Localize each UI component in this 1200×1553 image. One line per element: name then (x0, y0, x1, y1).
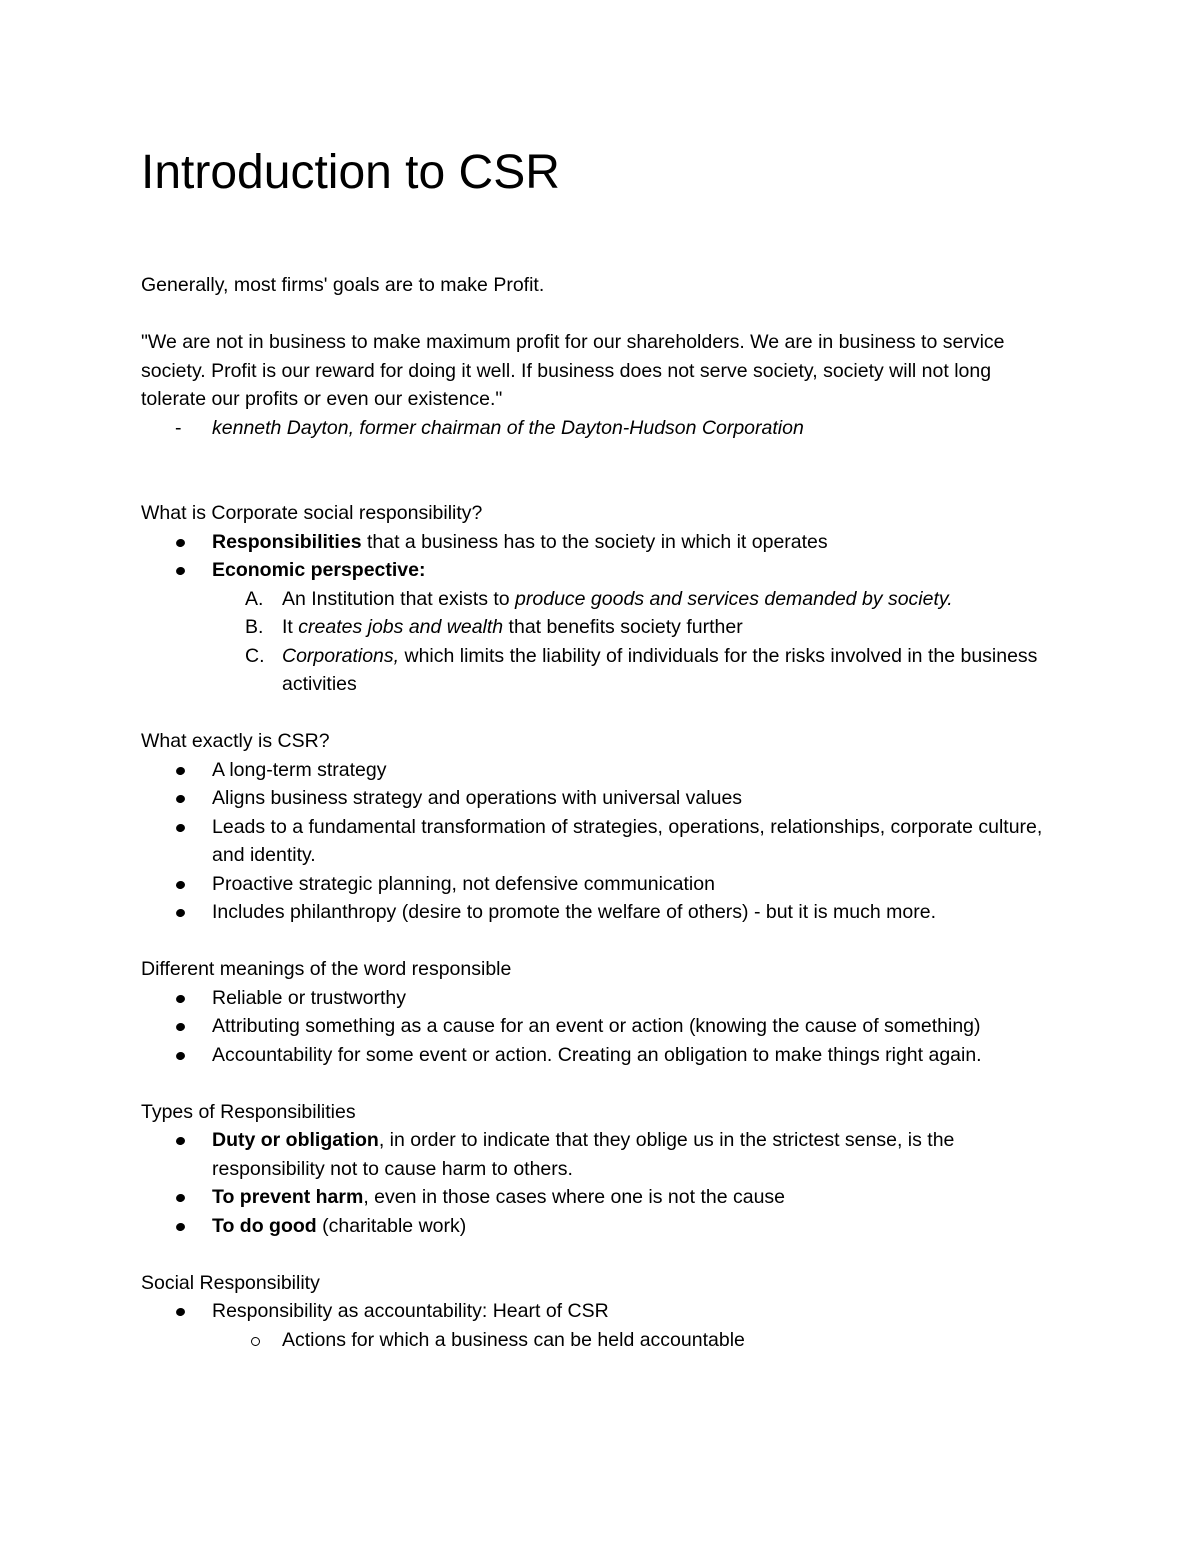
bullet-icon (175, 1022, 186, 1032)
section-heading-social: Social Responsibility (141, 1271, 320, 1294)
bullet-icon (175, 794, 186, 804)
social-list (141, 1297, 1061, 1326)
item-text: Attributing something as a cause for an event or action (knowing the cause of something) (212, 1015, 981, 1037)
list-item (141, 1126, 1061, 1183)
attribution-text: kenneth Dayton, former chairman of the Dayton-Hudson Corporation (212, 416, 804, 439)
what-exactly-list (141, 756, 1061, 927)
bold-term: Economic perspective: (212, 559, 426, 581)
quote-paragraph: "We are not in business to make maximum profit for our shareholders. We are in business to service society. Profit is our reward for doing it well. If business does not serve society, society will not long tolerate our profits or even our existence." (141, 331, 1005, 410)
item-text: Actions for which a business can be held accountable (282, 1328, 745, 1351)
bold-term: To prevent harm (212, 1186, 364, 1208)
bullet-icon (175, 1221, 186, 1231)
bold-term: To do good (212, 1214, 317, 1237)
bullet-icon (175, 1307, 186, 1317)
item-text: An Institution that exists to (282, 587, 516, 610)
emphasis-text: produce goods and services demanded by society. (515, 587, 953, 610)
hollow-bullet-icon (251, 1337, 260, 1346)
list-item (141, 756, 1061, 785)
sub-list-item (141, 585, 1061, 614)
bullet-icon (175, 1050, 186, 1060)
list-item (141, 1212, 1061, 1241)
bullet-icon (175, 1136, 186, 1146)
bullet-icon (175, 566, 186, 576)
alpha-marker: A. (245, 587, 264, 610)
social-sub-list (141, 1326, 1061, 1355)
section-heading-what-exactly: What exactly is CSR? (141, 730, 330, 752)
bullet-icon (175, 908, 186, 918)
what-is-list (141, 528, 1061, 585)
sub-list-item (141, 642, 1061, 699)
list-item (141, 898, 1061, 927)
document-body (141, 271, 1061, 1354)
economic-sub-list (141, 585, 1061, 699)
bold-term: Responsibilities (212, 530, 362, 553)
section-heading-what-is: What is Corporate social responsibility? (141, 502, 483, 524)
list-item (141, 556, 1061, 585)
item-text: Reliable or trustworthy (212, 986, 406, 1009)
meanings-list (141, 984, 1061, 1070)
list-item (141, 528, 1061, 557)
item-text: It (282, 616, 299, 638)
sub-list-item (141, 613, 1061, 642)
alpha-marker: B. (245, 616, 264, 638)
bullet-icon (175, 822, 186, 832)
bullet-icon (175, 993, 186, 1003)
item-text: Accountability for some event or action. Creating an obligation to make things right again. (212, 1043, 982, 1066)
item-text: that benefits society further (503, 616, 743, 638)
types-list (141, 1126, 1061, 1240)
item-text: Aligns business strategy and operations with universal values (212, 787, 743, 809)
emphasis-text: creates jobs and wealth (298, 616, 504, 638)
item-text: Includes philanthropy (desire to promote the welfare of others) - but it is much more. (212, 901, 937, 923)
list-item (141, 1183, 1061, 1212)
sub-list-item (141, 1326, 1061, 1355)
list-item (141, 1041, 1061, 1070)
item-text: Proactive strategic planning, not defensive communication (212, 872, 715, 895)
intro-paragraph: Generally, most firms' goals are to make Profit. (141, 274, 545, 296)
item-text: , even in those cases where one is not the cause (363, 1186, 786, 1208)
quote-attribution (141, 414, 1061, 443)
dash-marker: - (175, 416, 182, 439)
document-title: Introduction to CSR (141, 146, 560, 199)
list-item (141, 813, 1061, 870)
section-heading-types: Types of Responsibilities (141, 1100, 356, 1123)
emphasis-text: Corporations, (282, 644, 400, 667)
bullet-icon (175, 879, 186, 889)
item-text: A long-term strategy (212, 758, 387, 781)
item-text: , in order to indicate that they oblige us in the strictest sense, is the responsibility not to cause harm to others. (212, 1129, 955, 1180)
list-item (141, 784, 1061, 813)
list-item (141, 984, 1061, 1013)
alpha-marker: C. (245, 644, 265, 667)
bullet-icon (175, 1193, 186, 1203)
section-heading-meanings: Different meanings of the word responsible (141, 958, 512, 980)
list-item (141, 1297, 1061, 1326)
item-text: (charitable work) (316, 1214, 467, 1237)
item-text: Responsibility as accountability: Heart of CSR (212, 1300, 609, 1322)
item-text: Leads to a fundamental transformation of strategies, operations, relationships, corporate culture, and identity. (212, 815, 1043, 866)
item-text: which limits the liability of individuals for the risks involved in the business activities (282, 644, 1038, 695)
list-item (141, 1012, 1061, 1041)
bullet-icon (175, 765, 186, 775)
bold-term: Duty or obligation (212, 1129, 379, 1151)
bullet-icon (175, 537, 186, 547)
list-item (141, 870, 1061, 899)
item-text: that a business has to the society in which it operates (361, 530, 828, 553)
